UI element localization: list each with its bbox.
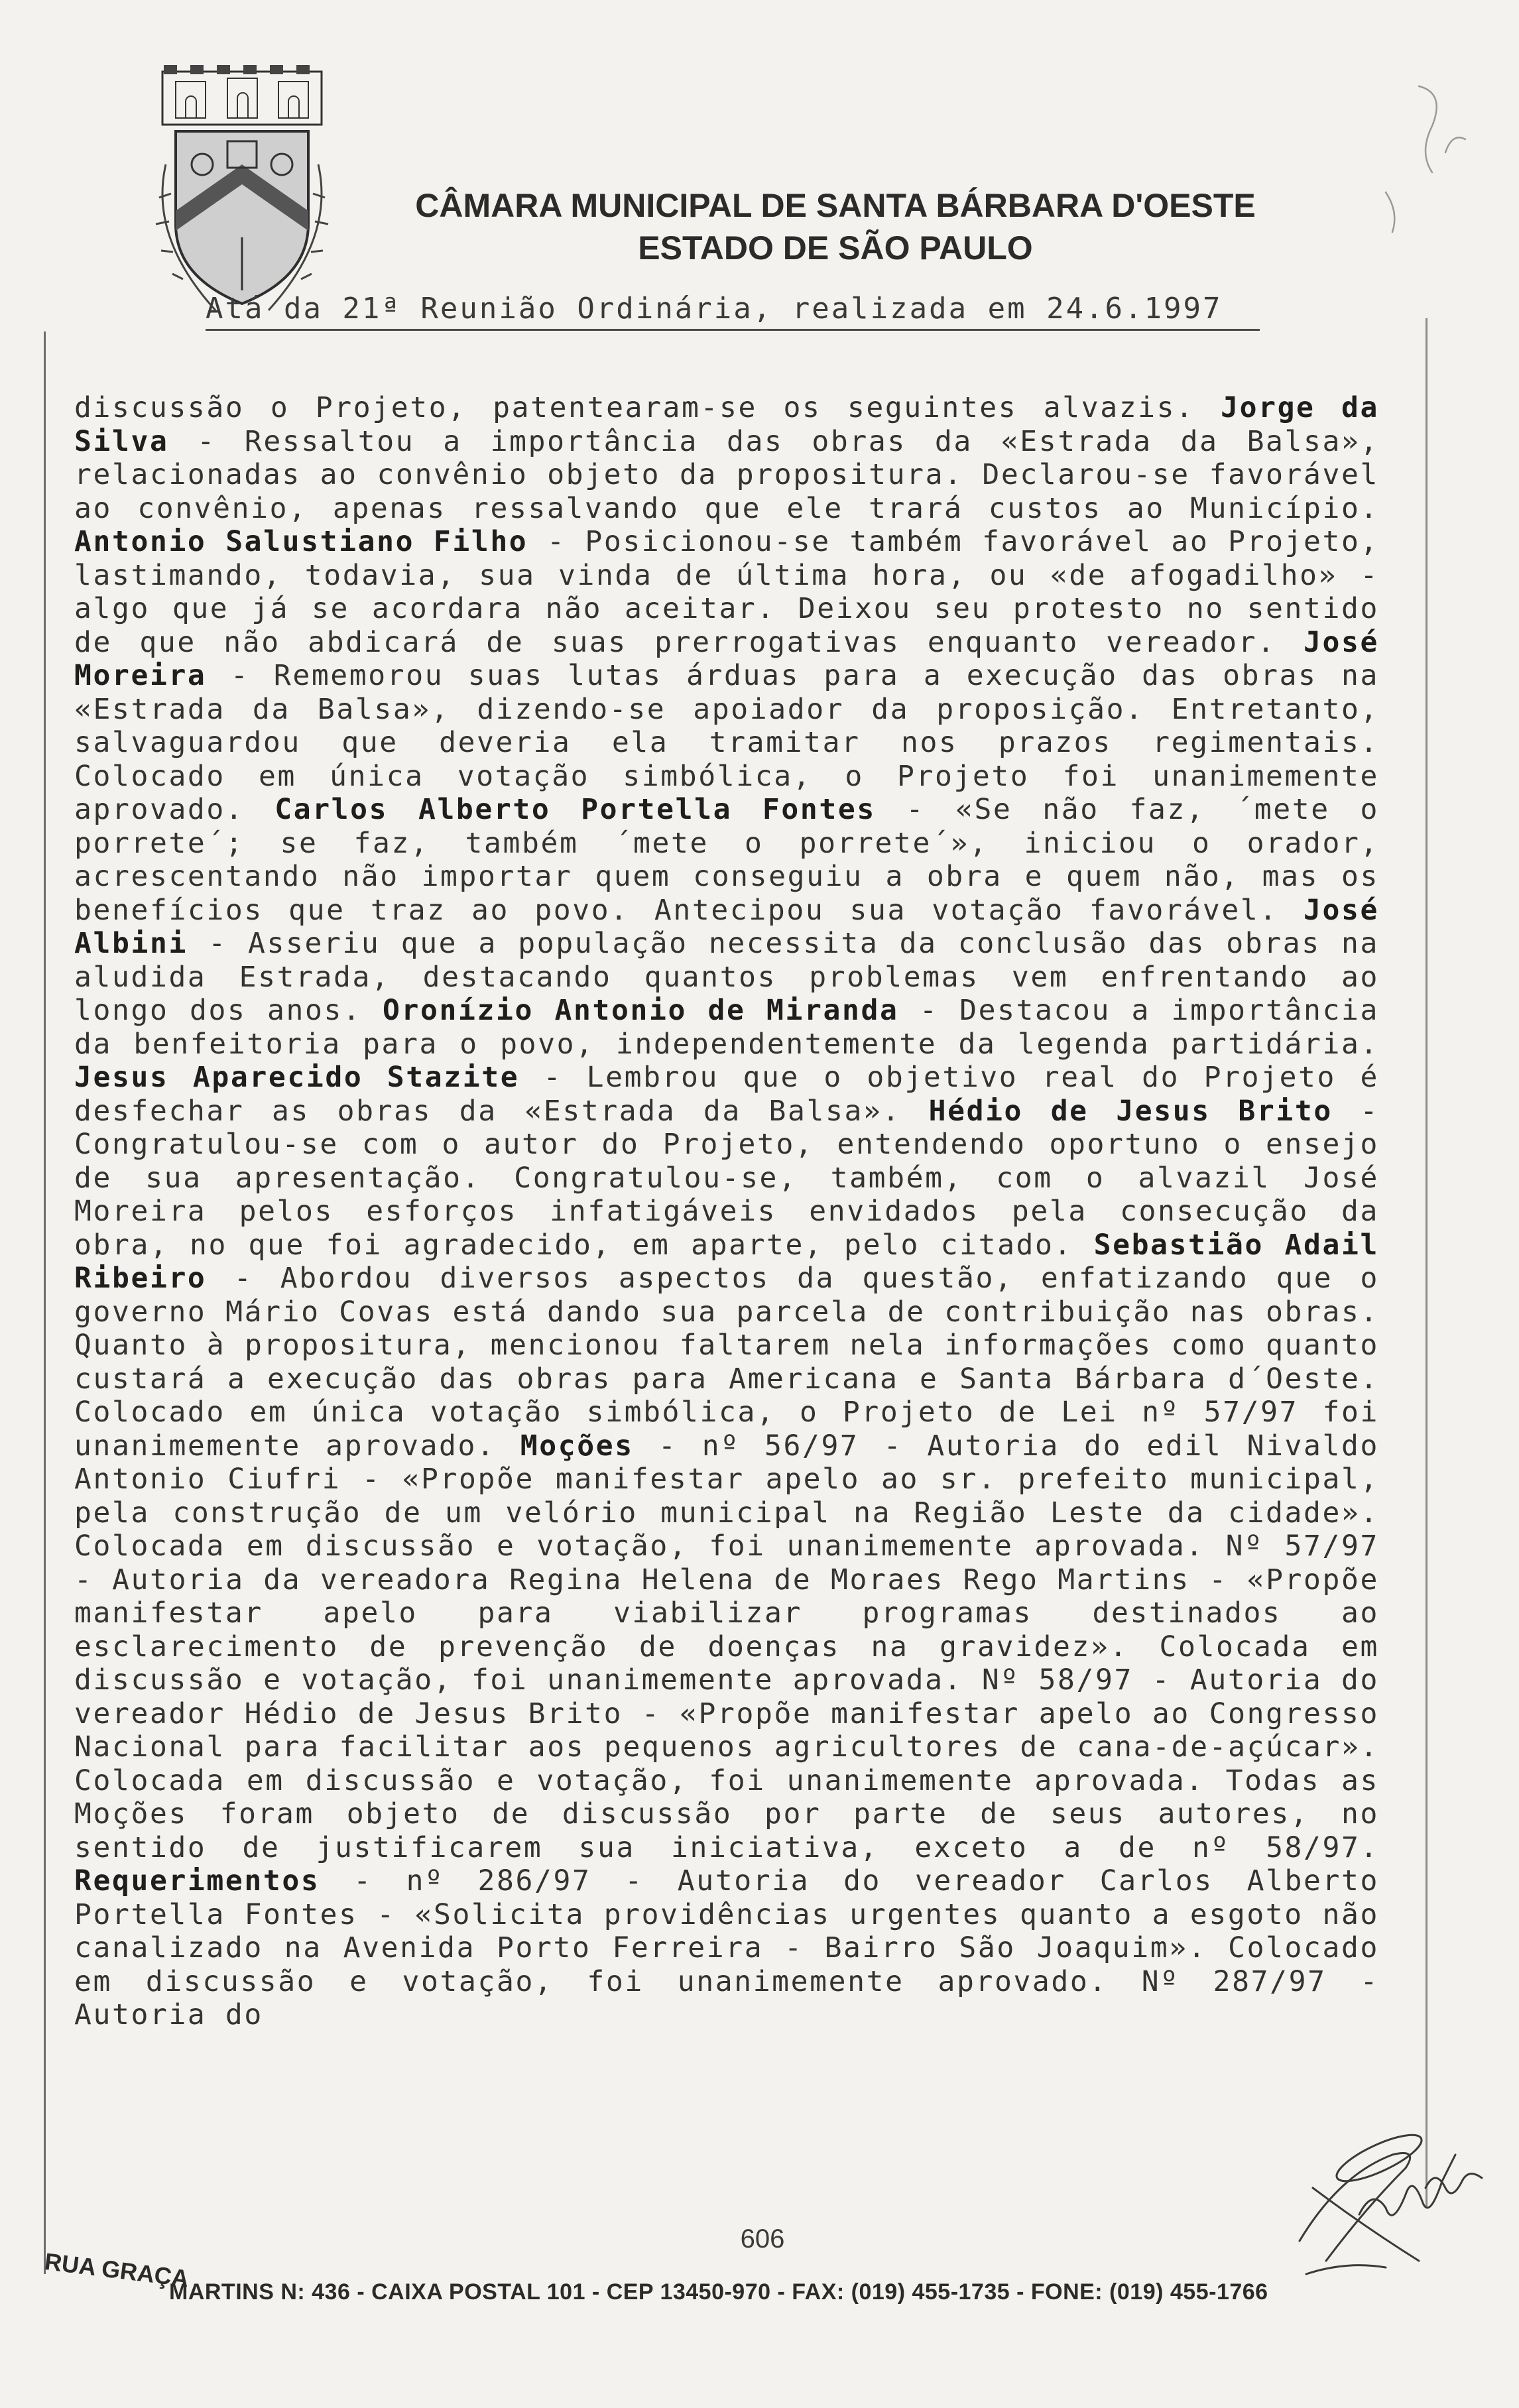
body-text-segment: - nº 286/97 - Autoria do vereador Carlos Alberto Portella Fontes - «Solicita providências urgentes quanto a esgoto não canalizado na Avenida Porto Ferreira - Bairro São Joaquim». Colocado em discussão e votação, foi unanimemente aprovado. Nº 287/97 - Autoria do bbox=[74, 1864, 1379, 2031]
body-text-segment: - Destacou a importância da benfeitoria para o povo, independentemente da legenda partidária. bbox=[74, 994, 1379, 1061]
body-text-segment: - «Se não faz, ´mete o porrete´; se faz, também ´mete o porrete´», iniciou o orador, acrescentando não importar quem conseguiu a obra e quem não, mas os benefícios que traz ao povo. Antecipou sua votação favorável. bbox=[74, 793, 1380, 927]
institution-header bbox=[371, 184, 1300, 269]
body-text-segment: discussão o Projeto, patentearam-se os seguintes alvazis. bbox=[74, 391, 1221, 424]
speaker-name: Sebastião Adail Ribeiro bbox=[74, 1228, 1379, 1295]
handwritten-corner-mark-icon bbox=[1346, 73, 1492, 245]
section-heading: Requerimentos bbox=[74, 1864, 320, 1897]
body-text-segment: - Lembrou que o objetivo real do Projeto é desfechar as obras da «Estrada da Balsa». bbox=[74, 1061, 1379, 1128]
speaker-name: Hédio de Jesus Brito bbox=[928, 1094, 1333, 1128]
section-heading: Moções bbox=[520, 1429, 634, 1463]
speaker-name: Antonio Salustiano Filho bbox=[74, 525, 528, 558]
speaker-name: Oronízio Antonio de Miranda bbox=[383, 994, 899, 1027]
minutes-title-underline bbox=[206, 329, 1260, 331]
speaker-name: Jesus Aparecido Stazite bbox=[74, 1061, 520, 1094]
minutes-title: Atá da 21ª Reunião Ordinária, realizada em 24.6.1997 bbox=[206, 292, 1223, 326]
page-number: 606 bbox=[740, 2224, 785, 2254]
body-text-segment: - Rememorou suas lutas árduas para a execução das obras na «Estrada da Balsa», dizendo-se apoiador da proposição. Entretanto, salvaguardou que deveria ela tramitar nos prazos regimentais. Colocado em única votação simbólica, o Projeto foi unanimemente aprovado. bbox=[74, 659, 1379, 826]
footer-street-prefix: RUA GRAÇA bbox=[43, 2248, 191, 2293]
coat-of-arms-icon bbox=[149, 65, 335, 317]
body-text-segment: - Congratulou-se com o autor do Projeto, entendendo oportuno o ensejo de sua apresentação. Congratulou-se, também, com o alvazil José Moreira pelos esforços infatigáveis envidados pela consecução da obra, no que foi agradecido, em aparte, pelo citado. bbox=[74, 1094, 1379, 1262]
right-margin-rule bbox=[1426, 318, 1428, 2208]
speaker-name: José Albini bbox=[74, 893, 1379, 960]
speaker-name: José Moreira bbox=[74, 625, 1379, 692]
chamber-name: CÂMARA MUNICIPAL DE SANTA BÁRBARA D'OESTE bbox=[415, 187, 1256, 224]
body-text-segment: - Ressaltou a importância das obras da «Estrada da Balsa», relacionadas ao convênio objeto da propositura. Declarou-se favorável ao convênio, apenas ressalvando que ele trará custos ao Município. bbox=[74, 424, 1379, 525]
body-text-segment: - Posicionou-se também favorável ao Projeto, lastimando, todavia, sua vinda de última hora, ou «de afogadilho» - algo que já se acordara não aceitar. Deixou seu protesto no sentido de que não abdicará de suas prerrogativas enquanto vereador. bbox=[74, 525, 1379, 659]
speaker-name: Carlos Alberto Portella Fontes bbox=[274, 793, 876, 826]
speaker-name: Jorge da Silva bbox=[74, 391, 1379, 458]
body-text-segment: - Abordou diversos aspectos da questão, enfatizando que o governo Mário Covas está dando sua parcela de contribuição nas obras. Quanto à propositura, mencionou faltarem nela informações como quanto custará a execução das obras para Americana e Santa Bárbara d´Oeste. Colocado em única votação simbólica, o Projeto de Lei nº 57/97 foi unanimemente aprovado. bbox=[74, 1262, 1379, 1463]
footer-address-text: MARTINS N: 436 - CAIXA POSTAL 101 - CEP 13450-970 - FAX: (019) 455-1735 - FONE: (019) 455-1766 bbox=[169, 2279, 1268, 2305]
body-text-segment: - Asseriu que a população necessita da conclusão das obras na aludida Estrada, destacando quantos problemas vem enfrentando ao longo dos anos. bbox=[74, 927, 1379, 1027]
minutes-body bbox=[74, 391, 1379, 2032]
left-margin-rule bbox=[44, 331, 46, 2274]
body-text-segment: - nº 56/97 - Autoria do edil Nivaldo Antonio Ciufri - «Propõe manifestar apelo ao sr. prefeito municipal, pela construção de um velório municipal na Região Leste da cidade». Colocada em discussão e votação, foi unanimemente aprovada. Nº 57/97 - Autoria da vereadora Regina Helena de Moraes Rego Martins - «Propõe manifestar apelo para viabilizar programas destinados ao esclarecimento de prevenção de doenças na gravidez». Colocada em discussão e votação, foi unanimemente aprovada. Nº 58/97 - Autoria do vereador Hédio de Jesus Brito - «Propõe manifestar apelo ao Congresso Nacional para facilitar aos pequenos agricultores de cana-de-açúcar». Colocada em discussão e votação, foi unanimemente aprovada. Todas as Moções foram objeto de discussão por parte de seus autores, no sentido de justificarem sua iniciativa, exceto a de nº 58/97. bbox=[74, 1429, 1379, 1864]
state-name: ESTADO DE SÃO PAULO bbox=[638, 229, 1033, 267]
footer-address bbox=[43, 2248, 1472, 2380]
